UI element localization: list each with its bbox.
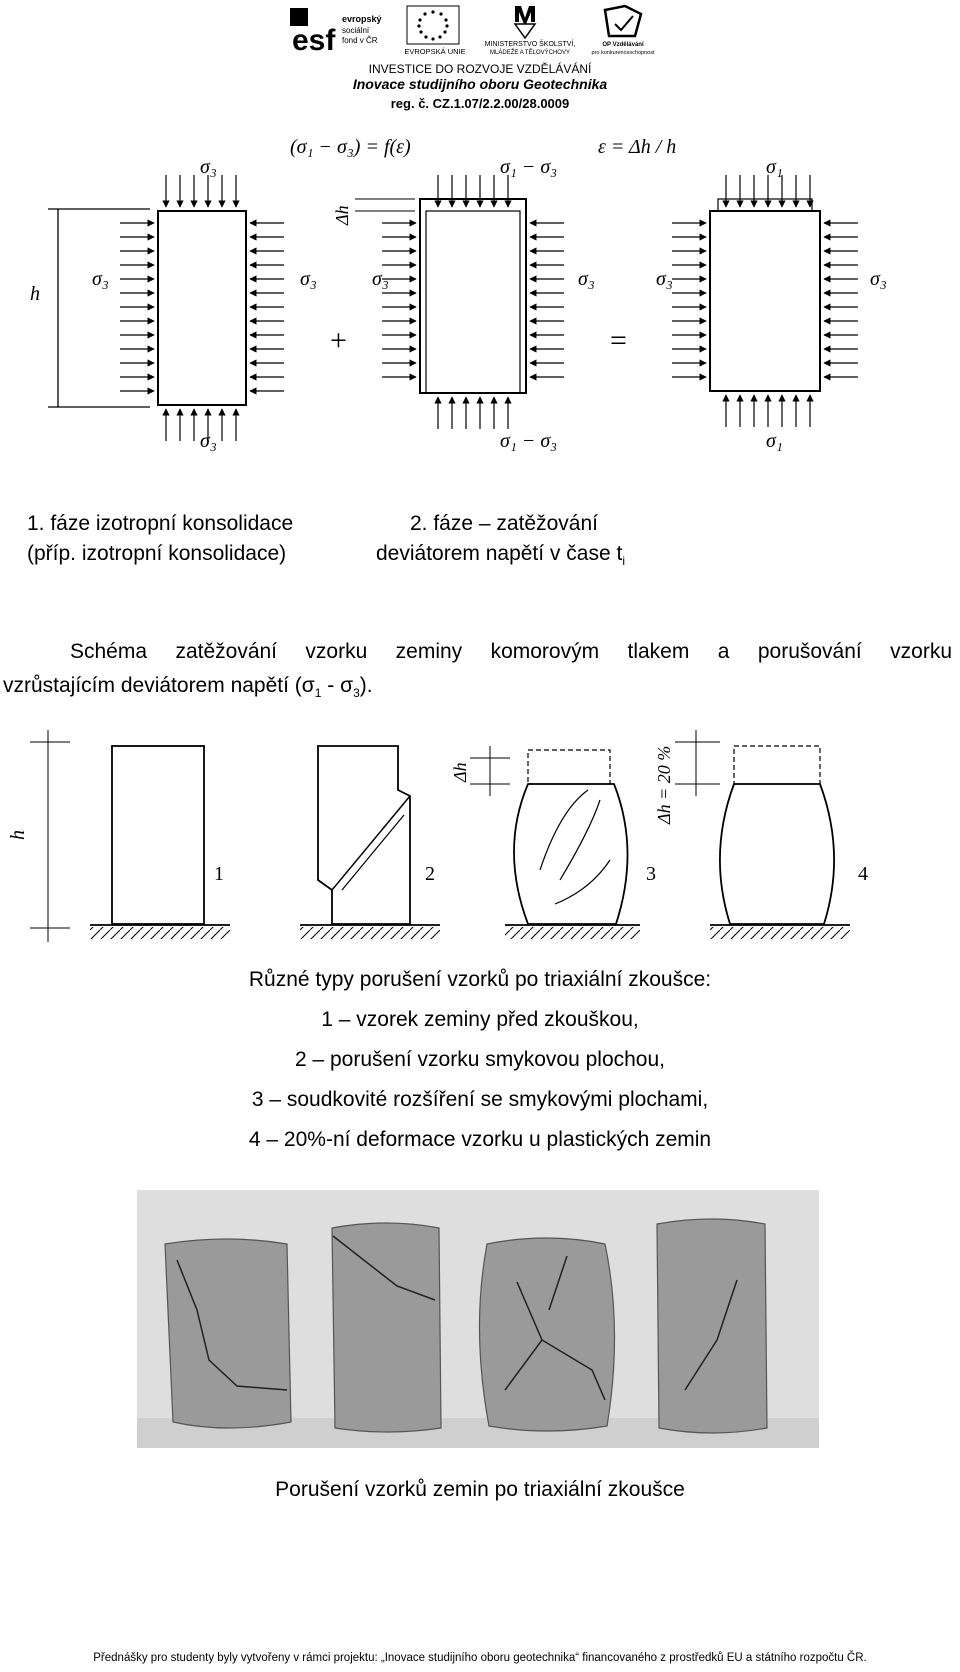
deviator-bottom-b: σ₁ − σ₃ xyxy=(500,430,558,452)
h-label-failure: h xyxy=(7,830,29,840)
svg-text:EVROPSKÁ UNIE: EVROPSKÁ UNIE xyxy=(404,47,466,56)
loading-scheme-figure xyxy=(0,125,960,485)
failure-type-item-4: 4 – 20%-ní deformace vzorku u plastických zemin xyxy=(248,1128,712,1151)
failure-type-item-3: 3 – soudkovité rozšíření se smykovými plochami, xyxy=(251,1088,709,1111)
failure-specimen-3 xyxy=(470,746,640,925)
sigma3-left-b: σ₃ xyxy=(372,268,389,290)
sigma1-bottom-c: σ₁ xyxy=(766,430,783,452)
header-logos xyxy=(290,0,660,60)
arrows-specimen-a xyxy=(120,175,284,441)
failure-specimen-1 xyxy=(30,730,230,942)
delta-h-label-3: Δh xyxy=(450,762,470,782)
svg-text:OP Vzdělávání: OP Vzdělávání xyxy=(602,42,644,48)
op-vk-logo xyxy=(585,4,660,56)
sigma3-top-a: σ₃ xyxy=(200,156,217,178)
failure-types-figure xyxy=(0,720,960,950)
svg-text:sociální: sociální xyxy=(342,26,370,35)
svg-text:evropský: evropský xyxy=(342,14,382,24)
sigma3-bottom-a: σ₃ xyxy=(200,430,217,452)
header-project-title: Inovace studijního oboru Geotechnika xyxy=(352,76,608,92)
arrows-specimen-c xyxy=(672,175,858,427)
svg-text:MLÁDEŽE A TĚLOVÝCHOVY: MLÁDEŽE A TĚLOVÝCHOVY xyxy=(490,50,570,56)
failure-label-4: 4 xyxy=(858,863,868,885)
phase2-caption-line1: 2. fáze – zatěžování xyxy=(410,512,598,535)
schema-description-line2: vzrůstajícím deviátorem napětí $(\sigma_1 - \sigma_3)$. xyxy=(3,674,373,701)
delta-h-label: Δh xyxy=(332,205,352,225)
sigma3-left-a: σ₃ xyxy=(92,268,109,290)
failed-specimens-photo xyxy=(137,1190,819,1448)
msmt-logo xyxy=(475,4,585,56)
schema-description-line1: Schéma zatěžování vzorku zeminy komorovým tlakem a porušování vzorku xyxy=(70,640,952,663)
deviator-top-b: σ₁ − σ₃ xyxy=(500,156,558,178)
header-registration: reg. č. CZ.1.07/2.2.00/28.0009 xyxy=(390,96,570,111)
failure-label-1: 1 xyxy=(214,863,224,885)
delta-h-20-label: Δh = 20 % xyxy=(654,745,674,824)
failure-label-3: 3 xyxy=(646,863,656,885)
failure-specimen-2 xyxy=(300,746,440,925)
svg-text:esf: esf xyxy=(292,24,336,56)
eu-logo xyxy=(395,4,475,56)
failure-specimen-4 xyxy=(675,730,850,925)
sigma3-right-c: σ₃ xyxy=(870,268,887,290)
specimen-c xyxy=(710,199,820,391)
photo-caption: Porušení vzorků zemin po triaxiální zkoušce xyxy=(275,1478,685,1501)
failure-type-item-2: 2 – porušení vzorku smykovou plochou, xyxy=(294,1048,666,1071)
failure-types-title: Různé typy porušení vzorků po triaxiální zkoušce: xyxy=(248,968,712,991)
h-label-a: h xyxy=(30,283,40,305)
failure-type-item-1: 1 – vzorek zeminy před zkouškou, xyxy=(321,1008,639,1031)
plus-sign: + xyxy=(330,324,347,357)
footer-note: Přednášky pro studenty byly vytvořeny v rámci projektu: „Inovace studijního oboru geotechnika“ financovaného z prostředků EU a státního rozpočtu ČR. xyxy=(93,1652,867,1664)
failure-label-2: 2 xyxy=(425,863,435,885)
specimen-b xyxy=(355,199,526,393)
arrows-specimen-b xyxy=(382,175,564,429)
equals-sign: = xyxy=(610,324,627,357)
esf-logo xyxy=(290,4,390,56)
phase1-caption-line2: (příp. izotropní konsolidace) xyxy=(27,542,287,565)
svg-text:MINISTERSTVO ŠKOLSTVÍ,: MINISTERSTVO ŠKOLSTVÍ, xyxy=(484,41,576,48)
phase2-caption-line2: deviátorem napětí v čase $t_i$ xyxy=(376,542,625,569)
sigma1-top-c: σ₁ xyxy=(766,156,783,178)
svg-text:fond v ČR: fond v ČR xyxy=(342,36,378,45)
sigma3-right-a: σ₃ xyxy=(300,268,317,290)
formula-deviator: (σ₁ − σ₃) = f(ε) xyxy=(290,136,411,158)
header-investment-line: INVESTICE DO ROZVOJE VZDĚLÁVÁNÍ xyxy=(368,62,592,76)
sigma3-right-b: σ₃ xyxy=(578,268,595,290)
formula-strain: ε = Δh / h xyxy=(598,136,677,158)
phase1-caption-line1: 1. fáze izotropní konsolidace xyxy=(27,512,294,535)
sigma3-left-c: σ₃ xyxy=(656,268,673,290)
svg-text:pro konkurenceschopnost: pro konkurenceschopnost xyxy=(591,50,655,56)
